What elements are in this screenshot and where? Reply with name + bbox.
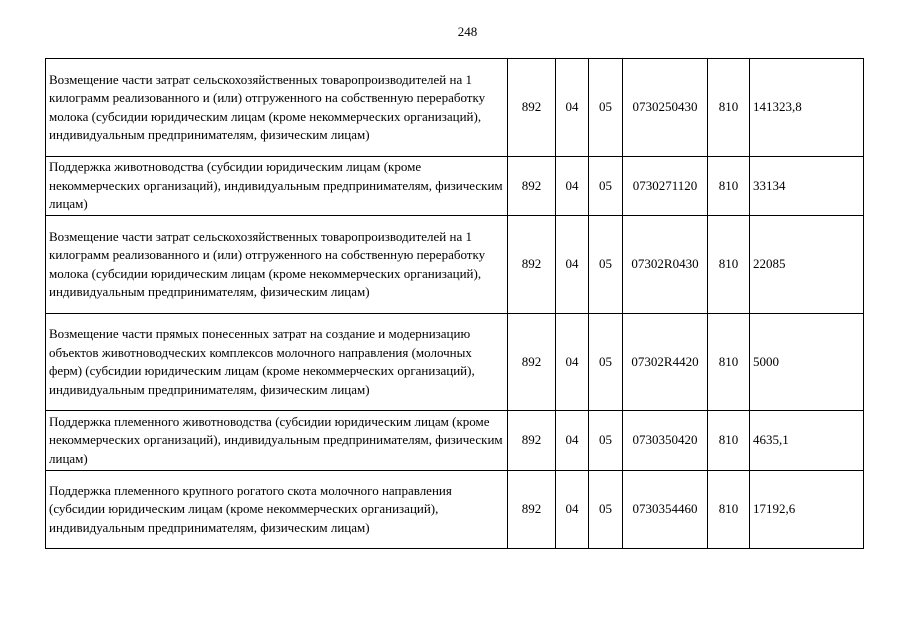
row-description: Поддержка племенного крупного рогатого скота молочного направления (субсидии юридическим лицам (кроме некоммерческих организаций), индивидуальным предпринимателям, физическим лицам) [46, 471, 508, 549]
target-article-code: 07302R4420 [623, 314, 708, 411]
row-description: Возмещение части прямых понесенных затрат на создание и модернизацию объектов животноводческих комплексов молочного направления (молочных ферм) (субсидии юридическим лицам (кроме некоммерческих организаций), индивидуальным предпринимателям, физическим лицам) [46, 314, 508, 411]
grbs-code: 892 [508, 471, 556, 549]
amount: 33134 [750, 157, 864, 216]
row-description: Возмещение части затрат сельскохозяйственных товаропроизводителей на 1 килограмм реализованного и (или) отгруженного на собственную переработку молока (субсидии юридическим лицам (кроме некоммерческих организаций), индивидуальным предпринимателям, физическим лицам) [46, 216, 508, 314]
row-description: Поддержка животноводства (субсидии юридическим лицам (кроме некоммерческих организаций), индивидуальным предпринимателям, физическим лицам) [46, 157, 508, 216]
grbs-code: 892 [508, 157, 556, 216]
table-row [46, 314, 864, 411]
grbs-code: 892 [508, 314, 556, 411]
subsection-code: 05 [589, 314, 623, 411]
section-code: 04 [556, 314, 589, 411]
row-description: Возмещение части затрат сельскохозяйственных товаропроизводителей на 1 килограмм реализованного и (или) отгруженного на собственную переработку молока (субсидии юридическим лицам (кроме некоммерческих организаций), индивидуальным предпринимателям, физическим лицам) [46, 59, 508, 157]
section-code: 04 [556, 59, 589, 157]
table-row [46, 157, 864, 216]
grbs-code: 892 [508, 59, 556, 157]
section-code: 04 [556, 157, 589, 216]
amount: 4635,1 [750, 411, 864, 471]
target-article-code: 0730354460 [623, 471, 708, 549]
amount: 5000 [750, 314, 864, 411]
table-row [46, 471, 864, 549]
grbs-code: 892 [508, 411, 556, 471]
expense-type-code: 810 [708, 314, 750, 411]
section-code: 04 [556, 471, 589, 549]
table-row [46, 411, 864, 471]
subsection-code: 05 [589, 157, 623, 216]
amount: 17192,6 [750, 471, 864, 549]
target-article-code: 0730350420 [623, 411, 708, 471]
page-number: 248 [457, 24, 478, 39]
section-code: 04 [556, 216, 589, 314]
expense-type-code: 810 [708, 471, 750, 549]
row-description: Поддержка племенного животноводства (субсидии юридическим лицам (кроме некоммерческих организаций), индивидуальным предпринимателям, физическим лицам) [46, 411, 508, 471]
table-row [46, 59, 864, 157]
amount: 141323,8 [750, 59, 864, 157]
grbs-code: 892 [508, 216, 556, 314]
subsection-code: 05 [589, 216, 623, 314]
target-article-code: 0730271120 [623, 157, 708, 216]
target-article-code: 07302R0430 [623, 216, 708, 314]
subsection-code: 05 [589, 471, 623, 549]
section-code: 04 [556, 411, 589, 471]
subsection-code: 05 [589, 411, 623, 471]
table-row [46, 216, 864, 314]
expense-type-code: 810 [708, 59, 750, 157]
target-article-code: 0730250430 [623, 59, 708, 157]
expense-type-code: 810 [708, 157, 750, 216]
budget-table [45, 58, 864, 549]
amount: 22085 [750, 216, 864, 314]
subsection-code: 05 [589, 59, 623, 157]
expense-type-code: 810 [708, 216, 750, 314]
expense-type-code: 810 [708, 411, 750, 471]
